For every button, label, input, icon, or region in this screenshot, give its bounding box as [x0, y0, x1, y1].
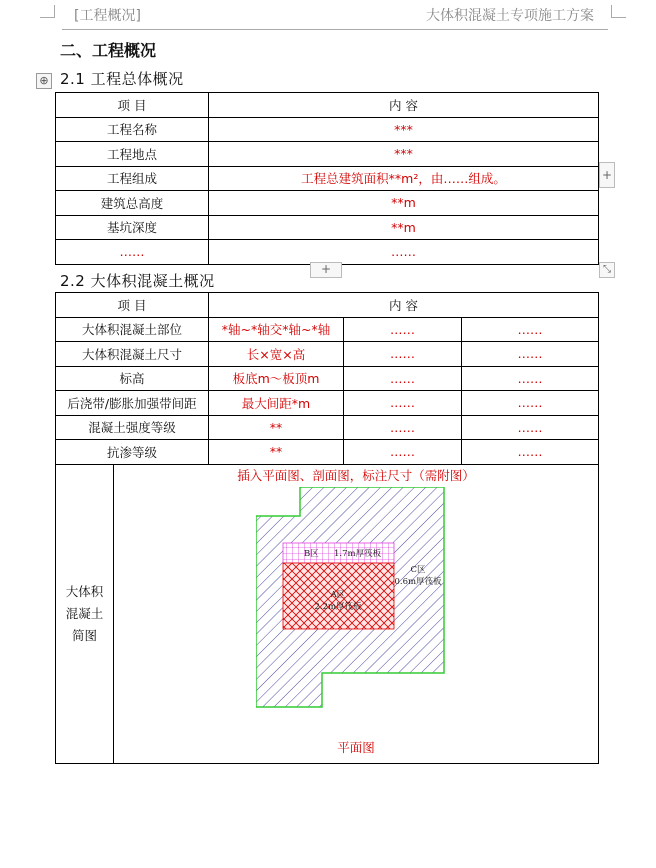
- header-chapter: [工程概况]: [74, 8, 141, 24]
- table-row: [56, 317, 599, 342]
- row-label[interactable]: 建筑总高度: [56, 191, 209, 216]
- header-cell-content[interactable]: 内 容: [209, 93, 599, 118]
- overview-table: [55, 92, 599, 265]
- row-value[interactable]: 长×宽×高: [209, 342, 344, 367]
- row-value[interactable]: *轴~*轴交*轴~*轴: [209, 317, 344, 342]
- concrete-table: [55, 292, 599, 764]
- add-column-button[interactable]: +: [599, 162, 615, 188]
- row-value[interactable]: ……: [344, 317, 462, 342]
- crop-mark-top-left: [40, 5, 55, 18]
- row-value[interactable]: ……: [209, 240, 599, 265]
- table-row: [56, 117, 599, 142]
- header-doc-title: 大体积混凝土专项施工方案: [426, 8, 594, 24]
- row-label[interactable]: 工程名称: [56, 117, 209, 142]
- section-title: 二、工程概况: [60, 41, 157, 60]
- row-label[interactable]: 标高: [56, 366, 209, 391]
- row-value[interactable]: 工程总建筑面积**m²，由……组成。: [209, 166, 599, 191]
- table-row: [56, 415, 599, 440]
- table-row: [56, 366, 599, 391]
- row-label[interactable]: 大体积混凝土尺寸: [56, 342, 209, 367]
- diagram-label-line: 混凝土: [65, 605, 104, 621]
- row-value[interactable]: ……: [462, 415, 599, 440]
- row-value[interactable]: ……: [344, 415, 462, 440]
- table-row: [56, 391, 599, 416]
- diagram-caption: 插入平面图、剖面图，标注尺寸（需附图）: [237, 467, 475, 483]
- row-value[interactable]: ……: [462, 317, 599, 342]
- row-value[interactable]: ***: [209, 117, 599, 142]
- table-row: [56, 440, 599, 465]
- header-rule: [62, 29, 608, 30]
- zone-c-desc: 0.6m厚筏板: [394, 576, 442, 587]
- add-row-button[interactable]: +: [310, 262, 342, 278]
- table-row: [56, 240, 599, 265]
- row-value[interactable]: ……: [462, 391, 599, 416]
- row-value[interactable]: ……: [462, 366, 599, 391]
- table-row: [56, 215, 599, 240]
- zone-b-desc: 1.7m厚筏板: [334, 548, 382, 559]
- table-header-row: [56, 293, 599, 318]
- zone-b-name: B区: [304, 548, 319, 559]
- header-cell-item[interactable]: 项 目: [56, 293, 209, 318]
- table-header-row: [56, 93, 599, 118]
- zone-c-name: C区: [410, 564, 426, 575]
- row-label[interactable]: 大体积混凝土部位: [56, 317, 209, 342]
- diagram-label-line: 简图: [71, 627, 97, 643]
- table-row: [56, 142, 599, 167]
- crop-mark-top-right: [611, 5, 626, 18]
- row-label[interactable]: ……: [56, 240, 209, 265]
- header-cell-item[interactable]: 项 目: [56, 93, 209, 118]
- diagram-cell[interactable]: [114, 464, 599, 763]
- table-move-icon[interactable]: ⊕: [36, 73, 52, 89]
- row-label[interactable]: 工程组成: [56, 166, 209, 191]
- row-value[interactable]: ***: [209, 142, 599, 167]
- row-value[interactable]: ……: [462, 440, 599, 465]
- subsection-title-overview: 2.1 工程总体概况: [60, 70, 184, 88]
- row-label[interactable]: 基坑深度: [56, 215, 209, 240]
- row-value[interactable]: ……: [344, 391, 462, 416]
- row-label[interactable]: 混凝土强度等级: [56, 415, 209, 440]
- row-value[interactable]: **: [209, 415, 344, 440]
- table-row: [56, 191, 599, 216]
- table-row: [56, 342, 599, 367]
- row-value[interactable]: ……: [344, 440, 462, 465]
- row-label[interactable]: 工程地点: [56, 142, 209, 167]
- row-label[interactable]: 抗渗等级: [56, 440, 209, 465]
- diagram-label[interactable]: [56, 464, 114, 763]
- row-value[interactable]: **m: [209, 215, 599, 240]
- diagram-label-line: 大体积: [65, 583, 104, 599]
- row-value[interactable]: **m: [209, 191, 599, 216]
- row-value[interactable]: ……: [462, 342, 599, 367]
- table-resize-icon[interactable]: ⤡: [599, 262, 615, 278]
- subsection-title-concrete: 2.2 大体积混凝土概况: [60, 272, 215, 290]
- row-value[interactable]: ……: [344, 366, 462, 391]
- header-cell-content[interactable]: 内 容: [209, 293, 599, 318]
- floor-plan-diagram: [256, 487, 456, 737]
- row-value[interactable]: **: [209, 440, 344, 465]
- row-value[interactable]: 最大间距*m: [209, 391, 344, 416]
- table-row: [56, 166, 599, 191]
- row-value[interactable]: 板底m～板顶m: [209, 366, 344, 391]
- diagram-row: [56, 464, 599, 763]
- zone-a-desc: 2.2m厚筏板: [314, 601, 362, 612]
- zone-a-name: A区: [330, 589, 346, 600]
- row-label[interactable]: 后浇带/膨胀加强带间距: [56, 391, 209, 416]
- diagram-title: 平面图: [337, 739, 375, 755]
- row-value[interactable]: ……: [344, 342, 462, 367]
